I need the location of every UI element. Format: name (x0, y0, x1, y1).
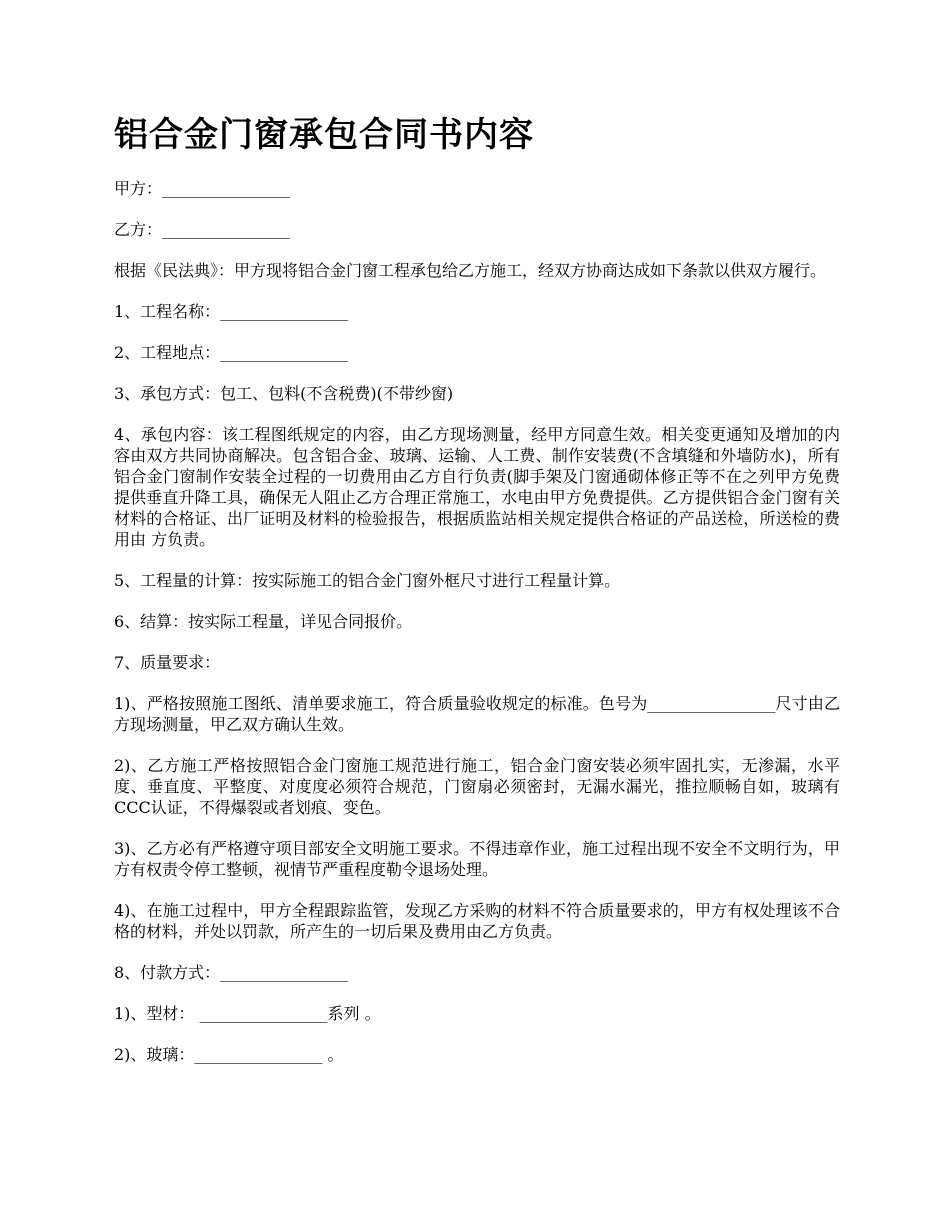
clause-quantity-calculation: 5、工程量的计算：按实际施工的铝合金门窗外框尺寸进行工程量计算。 (114, 571, 621, 590)
payment-subclause-profile: 1)、型材： ________________系列 。 (114, 1004, 381, 1023)
quality-subclause-1: 1)、严格按照施工图纸、清单要求施工，符合质量验收规定的标准。色号为________________尺寸由乙方现场测量，甲乙双方确认生效。 (114, 694, 840, 734)
clause-project-location: 2、工程地点：________________ (114, 343, 349, 362)
quality-subclause-3: 3)、乙方必有严格遵守项目部安全文明施工要求。不得违章作业，施工过程出现不安全不文明行为，甲方有权责令停工整顿，视情节严重程度勒令退场处理。 (114, 839, 840, 879)
contract-document (114, 112, 840, 1085)
clause-contract-mode: 3、承包方式：包工、包料(不含税费)(不带纱窗) (114, 384, 454, 403)
clause-contract-scope: 4、承包内容：该工程图纸规定的内容，由乙方现场测量，经甲方同意生效。相关变更通知及增加的内容由双方共同协商解决。包含铝合金、玻璃、运输、人工费、制作安装费(不含填缝和外墙防水)，所有铝合金门窗制作安装全过程的一切费用由乙方自行负责(脚手架及门窗通砌体修正等不在之列甲方免费提供垂直升降工具，确保无人阻止乙方合理正常施工，水电由甲方免费提供。乙方提供铝合金门窗有关材料的合格证、出厂证明及材料的检验报告，根据质监站相关规定提供合格证的产品送检，所送检的费用由 方负责。 (114, 425, 840, 549)
clause-project-name: 1、工程名称：________________ (114, 302, 349, 321)
document-title: 铝合金门窗承包合同书内容 (114, 115, 534, 155)
quality-subclause-4: 4)、在施工过程中，甲方全程跟踪监管，发现乙方采购的材料不符合质量要求的，甲方有权处理该不合格的材料，并处以罚款，所产生的一切后果及费用由乙方负责。 (114, 901, 840, 941)
party-b-line: 乙方：________________ (114, 220, 291, 239)
quality-subclause-2: 2)、乙方施工严格按照铝合金门窗施工规范进行施工，铝合金门窗安装必须牢固扎实，无渗漏，水平度、垂直度、平整度、对度度必须符合规范，门窗扇必须密封，无漏水漏光，推拉顺畅自如，玻璃有CCC认证，不得爆裂或者划痕、变色。 (114, 756, 840, 817)
preamble-paragraph: 根据《民法典》：甲方现将铝合金门窗工程承包给乙方施工，经双方协商达成如下条款以供双方履行。 (114, 261, 827, 280)
clause-quality-requirements: 7、质量要求： (114, 653, 221, 672)
clause-payment-method: 8、付款方式：________________ (114, 963, 349, 982)
clause-settlement: 6、结算：按实际工程量，详见合同报价。 (114, 612, 413, 631)
payment-subclause-glass: 2)、玻璃：________________ 。 (114, 1045, 344, 1064)
party-a-line: 甲方：________________ (114, 179, 291, 198)
